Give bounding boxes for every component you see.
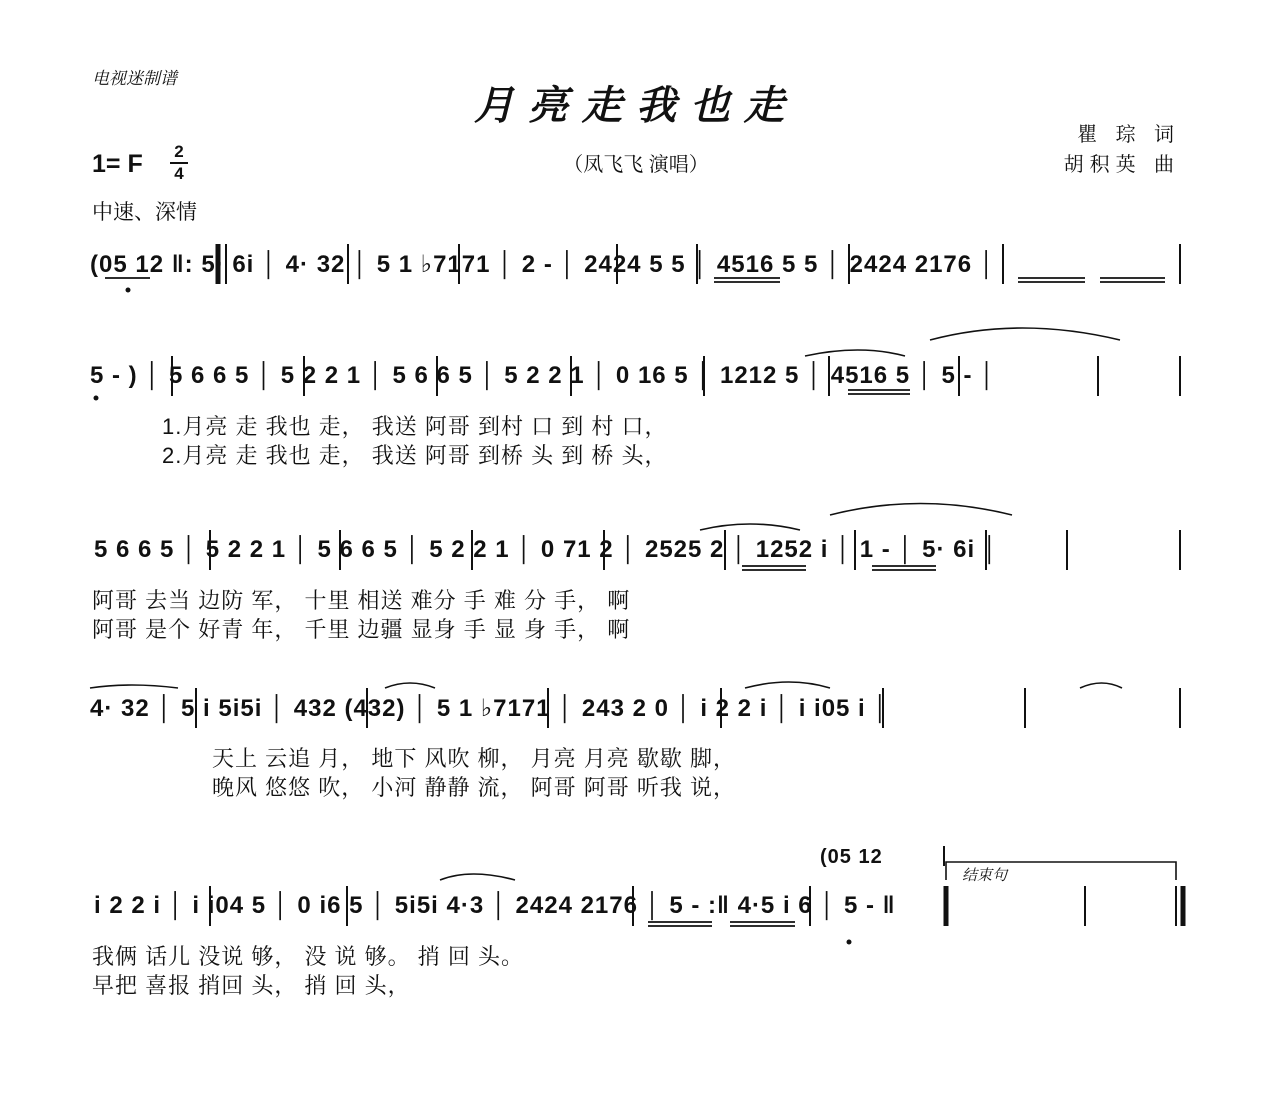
octave-dot [94,396,99,401]
score-row-2-notes: 5 - ) │ 5 6 6 5 │ 5 2 2 1 │ 5 6 6 5 │ 5 2 2 1 │ 0 16 5 │ 1212 5 │ 4516 5 │ 5 - │ [90,362,997,389]
ending-label: 结束句 [962,867,1008,884]
score-row-4-lyrics-verse-1: 天上 云追 月， 地下 风吹 柳， 月亮 月亮 歇歇 脚， [212,746,737,771]
slur [700,524,800,530]
song-title: 月亮走我也走 [474,82,798,129]
score-row-4-notes: 4· 32 │ 5 i 5i5i │ 432 (432) │ 5 1 ♭7171 │ 243 2 0 │ i 2 2 i │ i i05 i │ [90,695,890,722]
score-row-5-notes: i 2 2 i │ i i04 5 │ 0 i6 5 │ 5i5i 4·3 │ 2424 2176 │ 5 - :‖ 4·5 i 6 │ 5 - ‖ [94,892,896,919]
composer-credit: 胡积英 曲 [1063,152,1180,176]
tempo-marking: 中速、深情 [92,201,197,224]
score-row-3-lyrics-verse-1: 阿哥 去当 边防 军， 十里 相送 难分 手 难 分 手， 啊 [92,588,631,613]
score-row-5-lyrics-verse-2: 早把 喜报 捎回 头， 捎 回 头， [92,973,411,998]
score-row-2-lyrics-verse-1: 1.月亮 走 我也 走， 我送 阿哥 到村 口 到 村 口， [162,414,668,439]
score-row-1-notes: (05 12 ‖: 5· 6i │ 4· 32 │ 5 1 ♭7171 │ 2 - │ 2424 5 5 │ 4516 5 5 │ 2424 2176 │ [90,251,996,278]
slur [930,328,1120,340]
score-maker-credit: 电视迷制谱 [92,69,177,88]
time-signature-top: 2 [174,142,184,161]
lyricist-credit: 瞿 琮 词 [1077,122,1180,146]
slur [1080,683,1122,688]
singer-credit: （凤飞飞 演唱） [563,154,709,176]
key-signature: 1= F [92,150,143,178]
score-row-4-lyrics-verse-2: 晚风 悠悠 吹， 小河 静静 流， 阿哥 阿哥 听我 说， [212,775,737,800]
slur [745,682,830,688]
slur [830,504,1012,516]
slur [805,350,905,356]
score-row-3-lyrics-verse-2: 阿哥 是个 好青 年， 千里 边疆 显身 手 显 身 手， 啊 [92,617,631,642]
slur [90,685,178,688]
octave-dot [847,940,852,945]
octave-dot [126,288,131,293]
slur [385,683,435,688]
pickup-notes: (05 12 [820,846,883,868]
score-row-2-lyrics-verse-2: 2.月亮 走 我也 走， 我送 阿哥 到桥 头 到 桥 头， [162,443,668,468]
slur [440,874,515,880]
score-row-3-notes: 5 6 6 5 │ 5 2 2 1 │ 5 6 6 5 │ 5 2 2 1 │ 0 71 2 │ 2525 2 │ 1252 i │ 1 - │ 5· 6i │ [94,536,999,563]
score-row-5-lyrics-verse-1: 我俩 话儿 没说 够， 没 说 够。 捎 回 头。 [92,944,525,969]
time-signature-bottom: 4 [174,164,184,183]
